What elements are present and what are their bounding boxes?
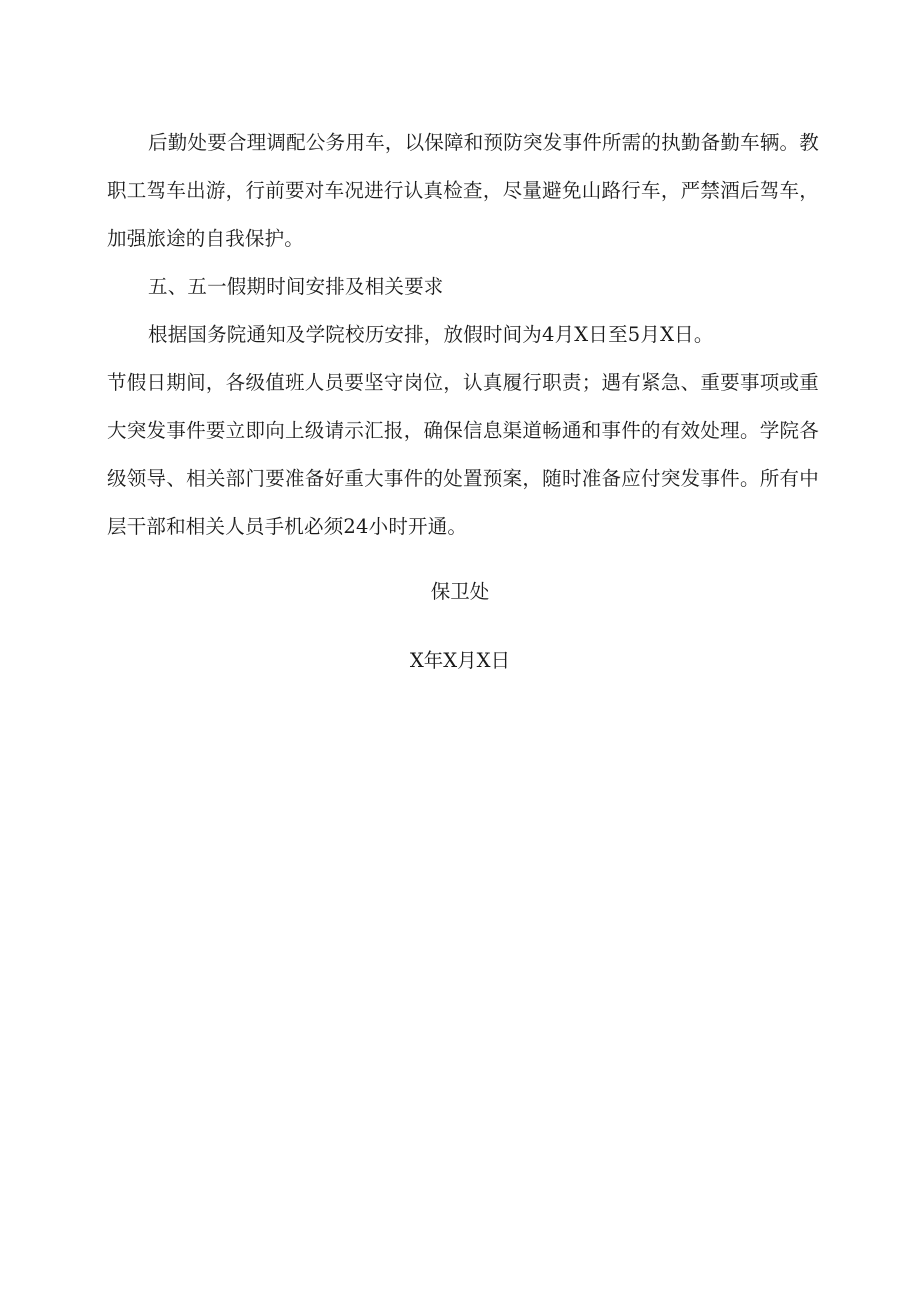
schedule-paragraph-first-line: 根据国务院通知及学院校历安排，放假时间为4月X日至5月X日。 (148, 323, 714, 346)
logistics-paragraph-block (107, 119, 819, 263)
signer-department: 保卫处 (430, 580, 490, 603)
document-date: X年X月X日 (409, 649, 511, 672)
section-five-heading: 五、五一假期时间安排及相关要求 (148, 275, 444, 298)
schedule-paragraph-block (107, 311, 819, 551)
logistics-paragraph: 后勤处要合理调配公务用车，以保障和预防突发事件所需的执勤备勤车辆。教职工驾车出游，行前要对车况进行认真检查，尽量避免山路行车，严禁酒后驾车，加强旅途的自我保护。 (107, 131, 819, 250)
schedule-paragraph-body: 节假日期间，各级值班人员要坚守岗位，认真履行职责；遇有紧急、重要事项或重大突发事件要立即向上级请示汇报，确保信息渠道畅通和事件的有效处理。学院各级领导、相关部门要准备好重大事件的处置预案，随时准备应付突发事件。所有中层干部和相关人员手机必须24小时开通。 (107, 371, 819, 538)
section-heading-block (107, 263, 819, 311)
